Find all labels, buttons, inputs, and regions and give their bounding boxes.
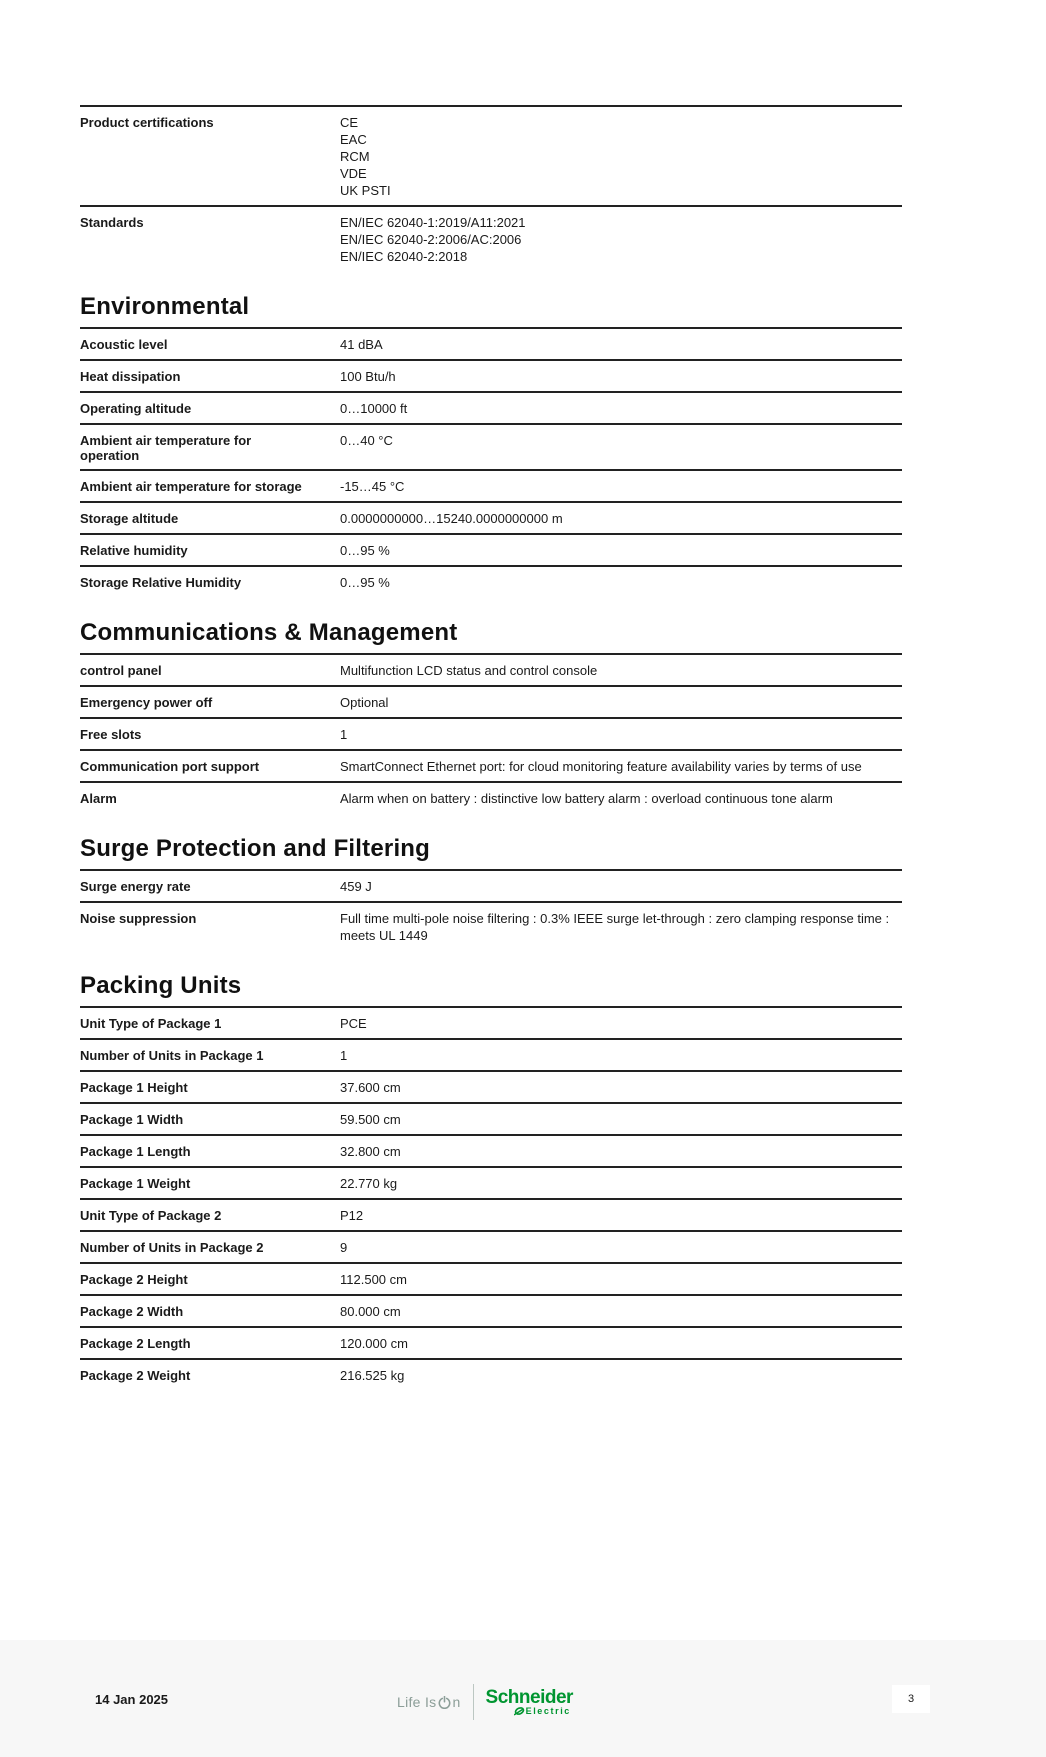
spec-row-value <box>340 1239 902 1256</box>
spec-row-label: Communication port support <box>80 759 260 774</box>
spec-row-value <box>340 1303 902 1320</box>
spec-value-line: Full time multi-pole noise filtering : 0.3% IEEE surge let-through : zero clamping response time : meets UL 1449 <box>340 911 890 943</box>
spec-value-line: 1 <box>340 727 348 742</box>
spec-row-label: Package 1 Weight <box>80 1176 191 1191</box>
spec-row-value <box>340 1367 902 1384</box>
spec-row-value <box>340 1079 902 1096</box>
spec-row-value <box>340 214 902 265</box>
spec-row-value <box>340 910 902 944</box>
spec-row <box>80 503 902 535</box>
spec-value-line: 1 <box>340 1048 348 1063</box>
spec-sheet-content <box>80 105 902 1390</box>
spec-value-line: Alarm when on battery : distinctive low battery alarm : overload continuous tone alarm <box>340 791 833 806</box>
spec-value-line: EN/IEC 62040-2:2006/AC:2006 <box>340 232 522 247</box>
spec-row-label: Package 1 Width <box>80 1112 184 1127</box>
spec-value-line: 37.600 cm <box>340 1080 401 1095</box>
schneider-electric-logo <box>397 1684 573 1720</box>
spec-value-line: P12 <box>340 1208 364 1223</box>
spec-section <box>80 105 902 271</box>
spec-row <box>80 1360 902 1390</box>
spec-row-label: Storage Relative Humidity <box>80 575 242 590</box>
spec-value-line: CE <box>340 115 359 130</box>
spec-row <box>80 1040 902 1072</box>
spec-row <box>80 393 902 425</box>
spec-row <box>80 1200 902 1232</box>
spec-row-value <box>340 726 902 743</box>
spec-row <box>80 1232 902 1264</box>
spec-value-line: 0.0000000000…15240.0000000000 m <box>340 511 563 526</box>
spec-row <box>80 107 902 207</box>
spec-row-value <box>340 758 902 775</box>
spec-row <box>80 871 902 903</box>
spec-value-line: 22.770 kg <box>340 1176 398 1191</box>
spec-value-line: 0…10000 ft <box>340 401 408 416</box>
spec-section <box>80 835 902 950</box>
spec-row-value <box>340 1207 902 1224</box>
spec-row <box>80 751 902 783</box>
spec-row-label: Free slots <box>80 727 142 742</box>
spec-row-value <box>340 400 902 417</box>
schneider-emblem-icon <box>514 1706 525 1716</box>
spec-row-value <box>340 336 902 353</box>
spec-row-label: Storage altitude <box>80 511 179 526</box>
spec-row <box>80 425 902 471</box>
schneider-wordmark <box>485 1686 573 1716</box>
spec-value-line: 32.800 cm <box>340 1144 401 1159</box>
spec-row-label: Number of Units in Package 2 <box>80 1240 264 1255</box>
spec-row-value <box>340 368 902 385</box>
brand-name: Schneider <box>485 1686 573 1708</box>
spec-row-value <box>340 510 902 527</box>
spec-value-line: PCE <box>340 1016 367 1031</box>
life-is-on-tagline <box>397 1694 461 1710</box>
page-footer <box>0 1640 1046 1757</box>
spec-row <box>80 207 902 271</box>
spec-value-line: Multifunction LCD status and control console <box>340 663 598 678</box>
spec-row-value <box>340 1271 902 1288</box>
spec-row <box>80 1328 902 1360</box>
spec-row <box>80 1264 902 1296</box>
spec-row-label: Acoustic level <box>80 337 168 352</box>
spec-row <box>80 1136 902 1168</box>
brand-subtitle <box>514 1706 573 1716</box>
spec-value-line: -15…45 °C <box>340 479 405 494</box>
spec-table <box>80 871 902 950</box>
spec-row-label: control panel <box>80 663 162 678</box>
spec-value-line: UK PSTI <box>340 183 391 198</box>
spec-row <box>80 535 902 567</box>
spec-row-label: Product certifications <box>80 115 214 130</box>
spec-row-label: Emergency power off <box>80 695 213 710</box>
spec-row-value <box>340 478 902 495</box>
spec-table <box>80 655 902 813</box>
spec-table <box>80 329 902 597</box>
spec-row-label: Package 1 Length <box>80 1144 191 1159</box>
spec-row <box>80 1296 902 1328</box>
spec-row-value <box>340 878 902 895</box>
spec-row-label: Heat dissipation <box>80 369 181 384</box>
spec-row-value <box>340 662 902 679</box>
spec-row <box>80 655 902 687</box>
spec-row-value <box>340 1143 902 1160</box>
spec-value-line: SmartConnect Ethernet port: for cloud monitoring feature availability varies by terms of use <box>340 759 862 774</box>
spec-row-value <box>340 1175 902 1192</box>
spec-value-line: 216.525 kg <box>340 1368 405 1383</box>
spec-table <box>80 1008 902 1390</box>
spec-sections <box>80 105 902 1390</box>
spec-value-line: Optional <box>340 695 389 710</box>
spec-row-label: Unit Type of Package 2 <box>80 1208 222 1223</box>
spec-value-line: EAC <box>340 132 367 147</box>
spec-value-line: 9 <box>340 1240 348 1255</box>
spec-value-line: 80.000 cm <box>340 1304 401 1319</box>
section-title-communications-management: Communications & Management <box>80 619 902 655</box>
spec-row <box>80 1104 902 1136</box>
spec-row-label: Package 2 Length <box>80 1336 191 1351</box>
spec-row <box>80 783 902 813</box>
spec-table <box>80 105 902 271</box>
spec-row-label: Noise suppression <box>80 911 197 926</box>
spec-row-label: Surge energy rate <box>80 879 191 894</box>
spec-row <box>80 567 902 597</box>
spec-row-value <box>340 114 902 199</box>
spec-row-label: Alarm <box>80 791 117 806</box>
spec-value-line: 112.500 cm <box>340 1272 407 1287</box>
spec-value-line: 120.000 cm <box>340 1336 408 1351</box>
spec-row <box>80 361 902 393</box>
tagline-text-suffix: n <box>452 1694 461 1710</box>
spec-value-line: 0…95 % <box>340 575 390 590</box>
spec-section <box>80 619 902 813</box>
spec-row-value <box>340 432 902 463</box>
spec-row-value <box>340 1335 902 1352</box>
brand-sub-text: Electric <box>525 1705 571 1716</box>
spec-row-value <box>340 790 902 807</box>
spec-row-value <box>340 1111 902 1128</box>
spec-row-label: Package 2 Height <box>80 1272 188 1287</box>
spec-value-line: 100 Btu/h <box>340 369 396 384</box>
spec-row-label: Number of Units in Package 1 <box>80 1048 264 1063</box>
logo-divider <box>473 1684 474 1720</box>
spec-row-value <box>340 694 902 711</box>
spec-row-label: Package 2 Width <box>80 1304 184 1319</box>
spec-value-line: 0…40 °C <box>340 433 393 448</box>
spec-row-label: Relative humidity <box>80 543 188 558</box>
spec-value-line: EN/IEC 62040-2:2018 <box>340 249 468 264</box>
section-title-surge-protection-and-filtering: Surge Protection and Filtering <box>80 835 902 871</box>
spec-row-label: Standards <box>80 215 144 230</box>
page-number-badge <box>892 1685 930 1713</box>
page-number: 3 <box>907 1693 915 1705</box>
spec-value-line: EN/IEC 62040-1:2019/A11:2021 <box>340 215 526 230</box>
spec-row <box>80 329 902 361</box>
spec-row <box>80 1072 902 1104</box>
spec-value-line: RCM <box>340 149 370 164</box>
spec-row-value <box>340 1047 902 1064</box>
spec-row-label: Ambient air temperature for operation <box>80 433 252 463</box>
spec-row-label: Operating altitude <box>80 401 192 416</box>
spec-row-label: Package 1 Height <box>80 1080 188 1095</box>
footer-date: 14 Jan 2025 <box>95 1692 169 1707</box>
spec-row <box>80 471 902 503</box>
spec-row <box>80 903 902 950</box>
tagline-text: Life Is <box>397 1694 437 1710</box>
spec-row-value <box>340 574 902 591</box>
spec-value-line: VDE <box>340 166 367 181</box>
spec-row-value <box>340 542 902 559</box>
spec-row-label: Package 2 Weight <box>80 1368 191 1383</box>
section-title-environmental: Environmental <box>80 293 902 329</box>
spec-value-line: 59.500 cm <box>340 1112 401 1127</box>
spec-row-value <box>340 1015 902 1032</box>
spec-row <box>80 1008 902 1040</box>
spec-row <box>80 719 902 751</box>
spec-row <box>80 1168 902 1200</box>
spec-row-label: Unit Type of Package 1 <box>80 1016 222 1031</box>
spec-row <box>80 687 902 719</box>
section-title-packing-units: Packing Units <box>80 972 902 1008</box>
spec-row-label: Ambient air temperature for storage <box>80 479 302 494</box>
power-on-icon <box>438 1696 451 1709</box>
spec-section <box>80 293 902 597</box>
spec-section <box>80 972 902 1390</box>
spec-value-line: 459 J <box>340 879 372 894</box>
spec-value-line: 0…95 % <box>340 543 390 558</box>
spec-value-line: 41 dBA <box>340 337 383 352</box>
